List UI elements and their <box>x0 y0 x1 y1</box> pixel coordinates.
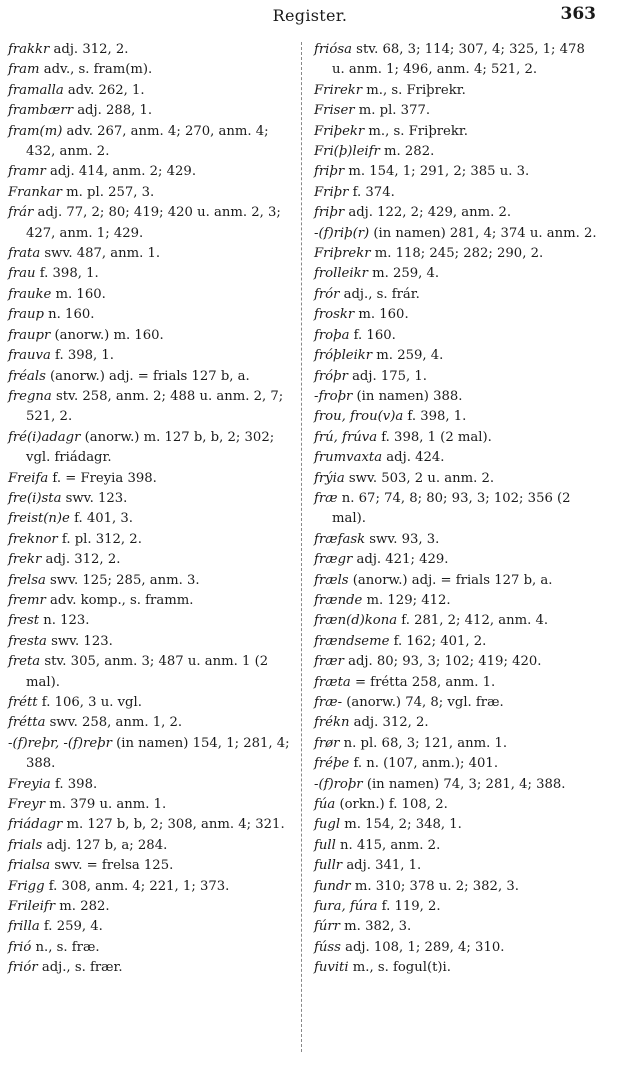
entry-references: swv. = frelsa 125. <box>50 858 174 874</box>
index-entry <box>314 775 600 795</box>
entry-headword: Fri(þ)leifr <box>314 144 380 160</box>
index-entry <box>314 469 600 489</box>
entry-headword: fræ- <box>314 695 343 710</box>
index-entry <box>8 775 294 795</box>
entry-references: m. 118; 245; 282; 290, 2. <box>370 246 544 262</box>
entry-headword: freknor <box>8 531 58 547</box>
entry-references: (anorw.) m. 160. <box>50 327 164 343</box>
entry-headword: frumvaxta <box>314 450 383 466</box>
page-header <box>0 0 620 36</box>
index-entry <box>8 81 294 101</box>
index-entry <box>8 469 294 489</box>
entry-headword: fúss <box>314 939 341 955</box>
entry-headword: fræls <box>314 572 349 588</box>
index-entry <box>314 203 600 223</box>
entry-references: f. n. (107, anm.); 401. <box>349 756 499 772</box>
index-entry <box>314 550 600 570</box>
entry-references: stv. 68, 3; 114; 307, 4; 325, 1; 478 u. anm. 1; 496, anm. 4; 521, 2. <box>332 42 585 78</box>
index-entry <box>8 387 294 428</box>
entry-references: m. 259, 4. <box>372 348 444 364</box>
entry-references: m., s. fogul(t)i. <box>348 960 451 976</box>
entry-headword: framr <box>8 164 46 180</box>
index-entry <box>8 795 294 815</box>
entry-references: f. 398, 1 (2 mal). <box>377 429 492 445</box>
entry-headword: frýia <box>314 470 345 486</box>
index-entry <box>8 693 294 713</box>
entry-references: swv. 93, 3. <box>365 531 440 547</box>
entry-references: swv. 503, 2 u. anm. 2. <box>344 470 495 486</box>
entry-references: = frétta 258, anm. 1. <box>350 674 496 690</box>
entry-references: (in namen) 388. <box>352 388 463 404</box>
index-entry <box>314 611 600 631</box>
entry-references: f. 259, 4. <box>39 919 103 935</box>
entry-references: adj. 77, 2; 80; 419; 420 u. anm. 2, 3; 427, anm. 1; 429. <box>26 205 281 241</box>
entry-references: m. 379 u. anm. 1. <box>45 797 167 813</box>
left-column <box>8 40 294 979</box>
index-entry <box>314 958 600 978</box>
entry-headword: fremr <box>8 592 46 608</box>
entry-headword: freist(n)e <box>8 511 70 527</box>
entry-headword: fram <box>8 62 40 78</box>
entry-references: n., s. fræ. <box>31 939 100 955</box>
page-number: 363 <box>560 4 596 24</box>
entry-headword: fræn(d)kona <box>314 613 398 629</box>
entry-headword: friádagr <box>8 817 63 833</box>
entry-references: m. 154, 1; 291, 2; 385 u. 3. <box>344 164 530 180</box>
entry-references: adj. 312, 2. <box>49 42 129 57</box>
entry-references: f. 106, 3 u. vgl. <box>37 695 142 710</box>
index-entry <box>314 632 600 652</box>
index-entry <box>8 958 294 978</box>
entry-headword: -(f)reþr, -(f)reþr <box>8 735 112 751</box>
entry-references: f. 398, 1. <box>403 409 467 425</box>
entry-references: m., s. Friþrekr. <box>362 82 466 98</box>
entry-headword: Frirekr <box>314 82 363 98</box>
entry-references: m. 160. <box>354 307 409 323</box>
entry-headword: freta <box>8 654 41 670</box>
entry-references: n. pl. 68, 3; 121, anm. 1. <box>339 735 508 751</box>
entry-headword: fræ <box>314 490 338 506</box>
index-entry <box>314 101 600 121</box>
entry-headword: froskr <box>314 307 355 323</box>
entry-headword: fræta <box>314 674 351 690</box>
entry-references: m. 282. <box>379 144 435 160</box>
entry-references: f. 401, 3. <box>69 511 133 527</box>
entry-references: m. 154, 2; 348, 1. <box>340 817 462 833</box>
entry-headword: frændseme <box>314 633 390 649</box>
index-entry <box>8 122 294 163</box>
index-entry <box>314 917 600 937</box>
entry-headword: -(f)riþ(r) <box>314 225 370 241</box>
entry-references: stv. 305, anm. 3; 487 u. anm. 1 (2 mal). <box>26 654 269 690</box>
entry-headword: Freyr <box>8 797 46 813</box>
index-entry <box>314 162 600 182</box>
index-entry <box>314 305 600 325</box>
index-entry <box>8 367 294 387</box>
entry-references: adj., s. frær. <box>37 960 123 976</box>
index-entry <box>8 550 294 570</box>
entry-headword: Friþr <box>314 184 349 200</box>
entry-references: n. 160. <box>43 307 95 323</box>
index-entry <box>314 224 600 244</box>
index-entry <box>8 877 294 897</box>
entry-headword: -(f)roþr <box>314 776 363 792</box>
index-entry <box>8 897 294 917</box>
entry-references: swv. 125; 285, anm. 3. <box>45 572 200 588</box>
entry-references: f. 398, 1. <box>50 348 114 364</box>
entry-headword: fullr <box>314 858 343 874</box>
entry-headword: fróþr <box>314 368 348 384</box>
entry-headword: frou, frou(v)a <box>314 409 404 425</box>
entry-references: (in namen) 154, 1; 281, 4; 388. <box>26 735 290 772</box>
entry-headword: fraup <box>8 307 44 323</box>
index-entry <box>8 856 294 876</box>
entry-headword: frau <box>8 266 36 282</box>
entry-references: adv. 262, 1. <box>63 82 145 98</box>
entry-references: swv. 487, anm. 1. <box>40 246 161 262</box>
entry-references: (in namen) 74, 3; 281, 4; 388. <box>362 776 566 792</box>
entry-references: adj. 127 b, a; 284. <box>42 837 168 853</box>
index-entry <box>314 346 600 366</box>
entry-references: f. 398, 1. <box>35 266 99 282</box>
entry-references: adj. 424. <box>382 450 445 466</box>
entry-headword: Frankar <box>8 184 62 200</box>
index-entry <box>314 489 600 530</box>
index-entry <box>314 897 600 917</box>
entry-headword: frambærr <box>8 103 73 119</box>
index-entry <box>8 244 294 264</box>
index-entry <box>314 938 600 958</box>
entry-headword: Friþekr <box>314 123 365 139</box>
index-entry <box>8 917 294 937</box>
entry-references: adj. 108, 1; 289, 4; 310. <box>340 939 505 955</box>
entry-headword: friósa <box>314 42 352 57</box>
entry-headword: frilla <box>8 919 40 935</box>
index-entry <box>314 734 600 754</box>
entry-headword: fram(m) <box>8 123 63 139</box>
index-entry <box>8 183 294 203</box>
index-entry <box>314 387 600 407</box>
entry-headword: frelsa <box>8 572 46 588</box>
entry-references: stv. 258, anm. 2; 488 u. anm. 2, 7; 521, 2. <box>26 388 284 425</box>
entry-references: f. = Freyia 398. <box>48 470 157 486</box>
entry-headword: fregna <box>8 388 52 404</box>
entry-references: adj. 341, 1. <box>342 858 422 874</box>
entry-references: f. 374. <box>348 184 395 200</box>
entry-headword: fré(i)adagr <box>8 429 81 445</box>
entry-references: swv. 123. <box>46 633 113 649</box>
entry-headword: frétt <box>8 695 38 710</box>
index-entry <box>8 611 294 631</box>
entry-headword: fúrr <box>314 919 340 935</box>
index-entry <box>314 795 600 815</box>
right-column <box>314 40 600 979</box>
entry-references: adv. komp., s. framm. <box>45 592 194 608</box>
entry-references: adv. 267, anm. 4; 270, anm. 4; 432, anm. 2. <box>26 123 269 160</box>
index-entry <box>8 326 294 346</box>
index-entry <box>314 264 600 284</box>
entry-headword: Friser <box>314 103 355 119</box>
index-entry <box>8 346 294 366</box>
index-entry <box>8 40 294 60</box>
entry-headword: fréþe <box>314 756 350 772</box>
entry-references: m. 127 b, b, 2; 308, anm. 4; 321. <box>62 817 285 833</box>
entry-references: m. 282. <box>55 899 110 915</box>
entry-headword: fréals <box>8 368 46 384</box>
index-entry <box>8 938 294 958</box>
index-entry <box>8 734 294 775</box>
entry-references: swv. 258, anm. 1, 2. <box>45 715 183 731</box>
entry-headword: Frigg <box>8 878 45 894</box>
entry-references: (anorw.) 74, 8; vgl. fræ. <box>342 695 504 710</box>
entry-headword: fræfask <box>314 531 366 547</box>
column-divider <box>301 42 302 1052</box>
entry-headword: Friþrekr <box>314 246 371 262</box>
entry-headword: frú, frúva <box>314 429 378 445</box>
index-entry <box>314 591 600 611</box>
entry-headword: frær <box>314 654 344 670</box>
index-entry <box>314 122 600 142</box>
entry-headword: fre(i)sta <box>8 490 62 506</box>
index-entry <box>314 183 600 203</box>
index-entry <box>314 673 600 693</box>
entry-references: f. 281, 2; 412, anm. 4. <box>397 613 549 629</box>
entry-references: f. 398. <box>50 776 98 792</box>
entry-headword: frár <box>8 205 34 221</box>
index-entry <box>314 428 600 448</box>
index-entry <box>314 856 600 876</box>
entry-references: f. 119, 2. <box>377 899 441 915</box>
index-entry <box>8 489 294 509</box>
index-entry <box>314 530 600 550</box>
index-entry <box>314 448 600 468</box>
entry-headword: frió <box>8 939 32 955</box>
index-entry <box>314 40 600 81</box>
entry-references: m., s. Friþrekr. <box>364 123 468 139</box>
index-entry <box>314 407 600 427</box>
entry-references: adj. 421; 429. <box>352 552 449 568</box>
entry-headword: fróþleikr <box>314 348 373 364</box>
index-entry <box>8 101 294 121</box>
entry-references: n. 67; 74, 8; 80; 93, 3; 102; 356 (2 mal). <box>332 490 571 527</box>
entry-references: m. pl. 377. <box>354 103 431 119</box>
entry-references: adj. 122, 2; 429, anm. 2. <box>344 205 512 221</box>
entry-headword: fugl <box>314 817 341 833</box>
index-entry <box>314 571 600 591</box>
entry-headword: friþr <box>314 164 345 180</box>
index-entry <box>8 203 294 244</box>
entry-references: adj. 312, 2. <box>349 715 429 731</box>
index-entry <box>8 509 294 529</box>
index-entry <box>314 713 600 733</box>
index-entry <box>314 652 600 672</box>
entry-headword: fundr <box>314 878 351 894</box>
entry-references: m. pl. 257, 3. <box>61 184 155 200</box>
entry-references: (anorw.) m. 127 b, b, 2; 302; vgl. friádagr. <box>26 429 275 466</box>
entry-references: (anorw.) adj. = frials 127 b, a. <box>45 368 250 384</box>
entry-headword: Freifa <box>8 470 49 486</box>
index-entry <box>8 713 294 733</box>
entry-headword: frægr <box>314 552 353 568</box>
index-entry <box>8 815 294 835</box>
entry-headword: frata <box>8 246 41 262</box>
entry-references: n. 123. <box>39 613 90 629</box>
index-entry <box>8 162 294 182</box>
index-entry <box>8 652 294 693</box>
entry-headword: friór <box>8 960 38 976</box>
index-entry <box>8 60 294 80</box>
index-entry <box>8 530 294 550</box>
entry-references: n. 415, anm. 2. <box>335 837 441 853</box>
entry-references: adj. 414, anm. 2; 429. <box>45 164 197 180</box>
index-entry <box>8 836 294 856</box>
entry-headword: froþa <box>314 327 350 343</box>
index-entry <box>314 285 600 305</box>
entry-headword: full <box>314 837 336 853</box>
page-title: Register. <box>272 6 348 25</box>
entry-headword: frænde <box>314 592 363 608</box>
entry-references: swv. 123. <box>61 490 128 506</box>
index-entry <box>314 326 600 346</box>
entry-references: adj. 288, 1. <box>73 103 153 119</box>
index-entry <box>8 285 294 305</box>
entry-references: f. 308, anm. 4; 221, 1; 373. <box>44 878 230 894</box>
index-entry <box>8 571 294 591</box>
entry-references: f. 160. <box>349 327 396 343</box>
entry-references: m. 310; 378 u. 2; 382, 3. <box>350 878 519 894</box>
entry-headword: frest <box>8 613 40 629</box>
index-entry <box>314 693 600 713</box>
index-entry <box>314 815 600 835</box>
entry-references: adj. 80; 93, 3; 102; 419; 420. <box>343 654 542 670</box>
entry-headword: frétta <box>8 715 46 731</box>
entry-references: (in namen) 281, 4; 374 u. anm. 2. <box>369 225 597 241</box>
index-entry <box>8 264 294 284</box>
index-entry <box>8 591 294 611</box>
entry-headword: frór <box>314 286 340 302</box>
index-entry <box>314 142 600 162</box>
entry-headword: fura, fúra <box>314 899 378 915</box>
entry-headword: fresta <box>8 633 47 649</box>
entry-headword: fuviti <box>314 960 349 976</box>
index-entry <box>314 367 600 387</box>
entry-references: m. 382, 3. <box>339 919 412 935</box>
entry-headword: frialsa <box>8 858 51 874</box>
entry-headword: frolleikr <box>314 266 368 282</box>
index-entry <box>314 81 600 101</box>
entry-headword: frauke <box>8 286 52 302</box>
entry-references: adj., s. frár. <box>339 286 420 302</box>
entry-references: adj. 312, 2. <box>41 552 121 568</box>
entry-references: (anorw.) adj. = frials 127 b, a. <box>348 572 553 588</box>
entry-headword: frakkr <box>8 42 50 57</box>
entry-references: m. 160. <box>51 286 106 302</box>
index-entry <box>314 244 600 264</box>
entry-references: m. 129; 412. <box>362 592 451 608</box>
index-entry <box>314 836 600 856</box>
entry-headword: fraupr <box>8 327 51 343</box>
entry-headword: Frileifr <box>8 899 56 915</box>
entry-headword: frauva <box>8 348 51 364</box>
index-entry <box>8 305 294 325</box>
entry-headword: frékn <box>314 715 350 731</box>
entry-references: f. 162; 401, 2. <box>389 633 487 649</box>
entry-references: f. pl. 312, 2. <box>57 531 142 547</box>
entry-headword: friþr <box>314 205 345 221</box>
index-entry <box>8 632 294 652</box>
entry-headword: frials <box>8 837 43 853</box>
entry-references: m. 259, 4. <box>367 266 440 282</box>
index-entry <box>314 877 600 897</box>
index-entry <box>8 428 294 469</box>
entry-references: adj. 175, 1. <box>347 368 427 384</box>
entry-references: (orkn.) f. 108, 2. <box>335 797 448 813</box>
index-entry <box>314 754 600 774</box>
entry-headword: fúa <box>314 797 336 813</box>
entry-headword: -froþr <box>314 388 353 404</box>
entry-headword: frekr <box>8 552 42 568</box>
entry-headword: Freyia <box>8 776 51 792</box>
entry-headword: framalla <box>8 82 64 98</box>
entry-headword: frør <box>314 735 340 751</box>
entry-references: adv., s. fram(m). <box>39 62 153 78</box>
